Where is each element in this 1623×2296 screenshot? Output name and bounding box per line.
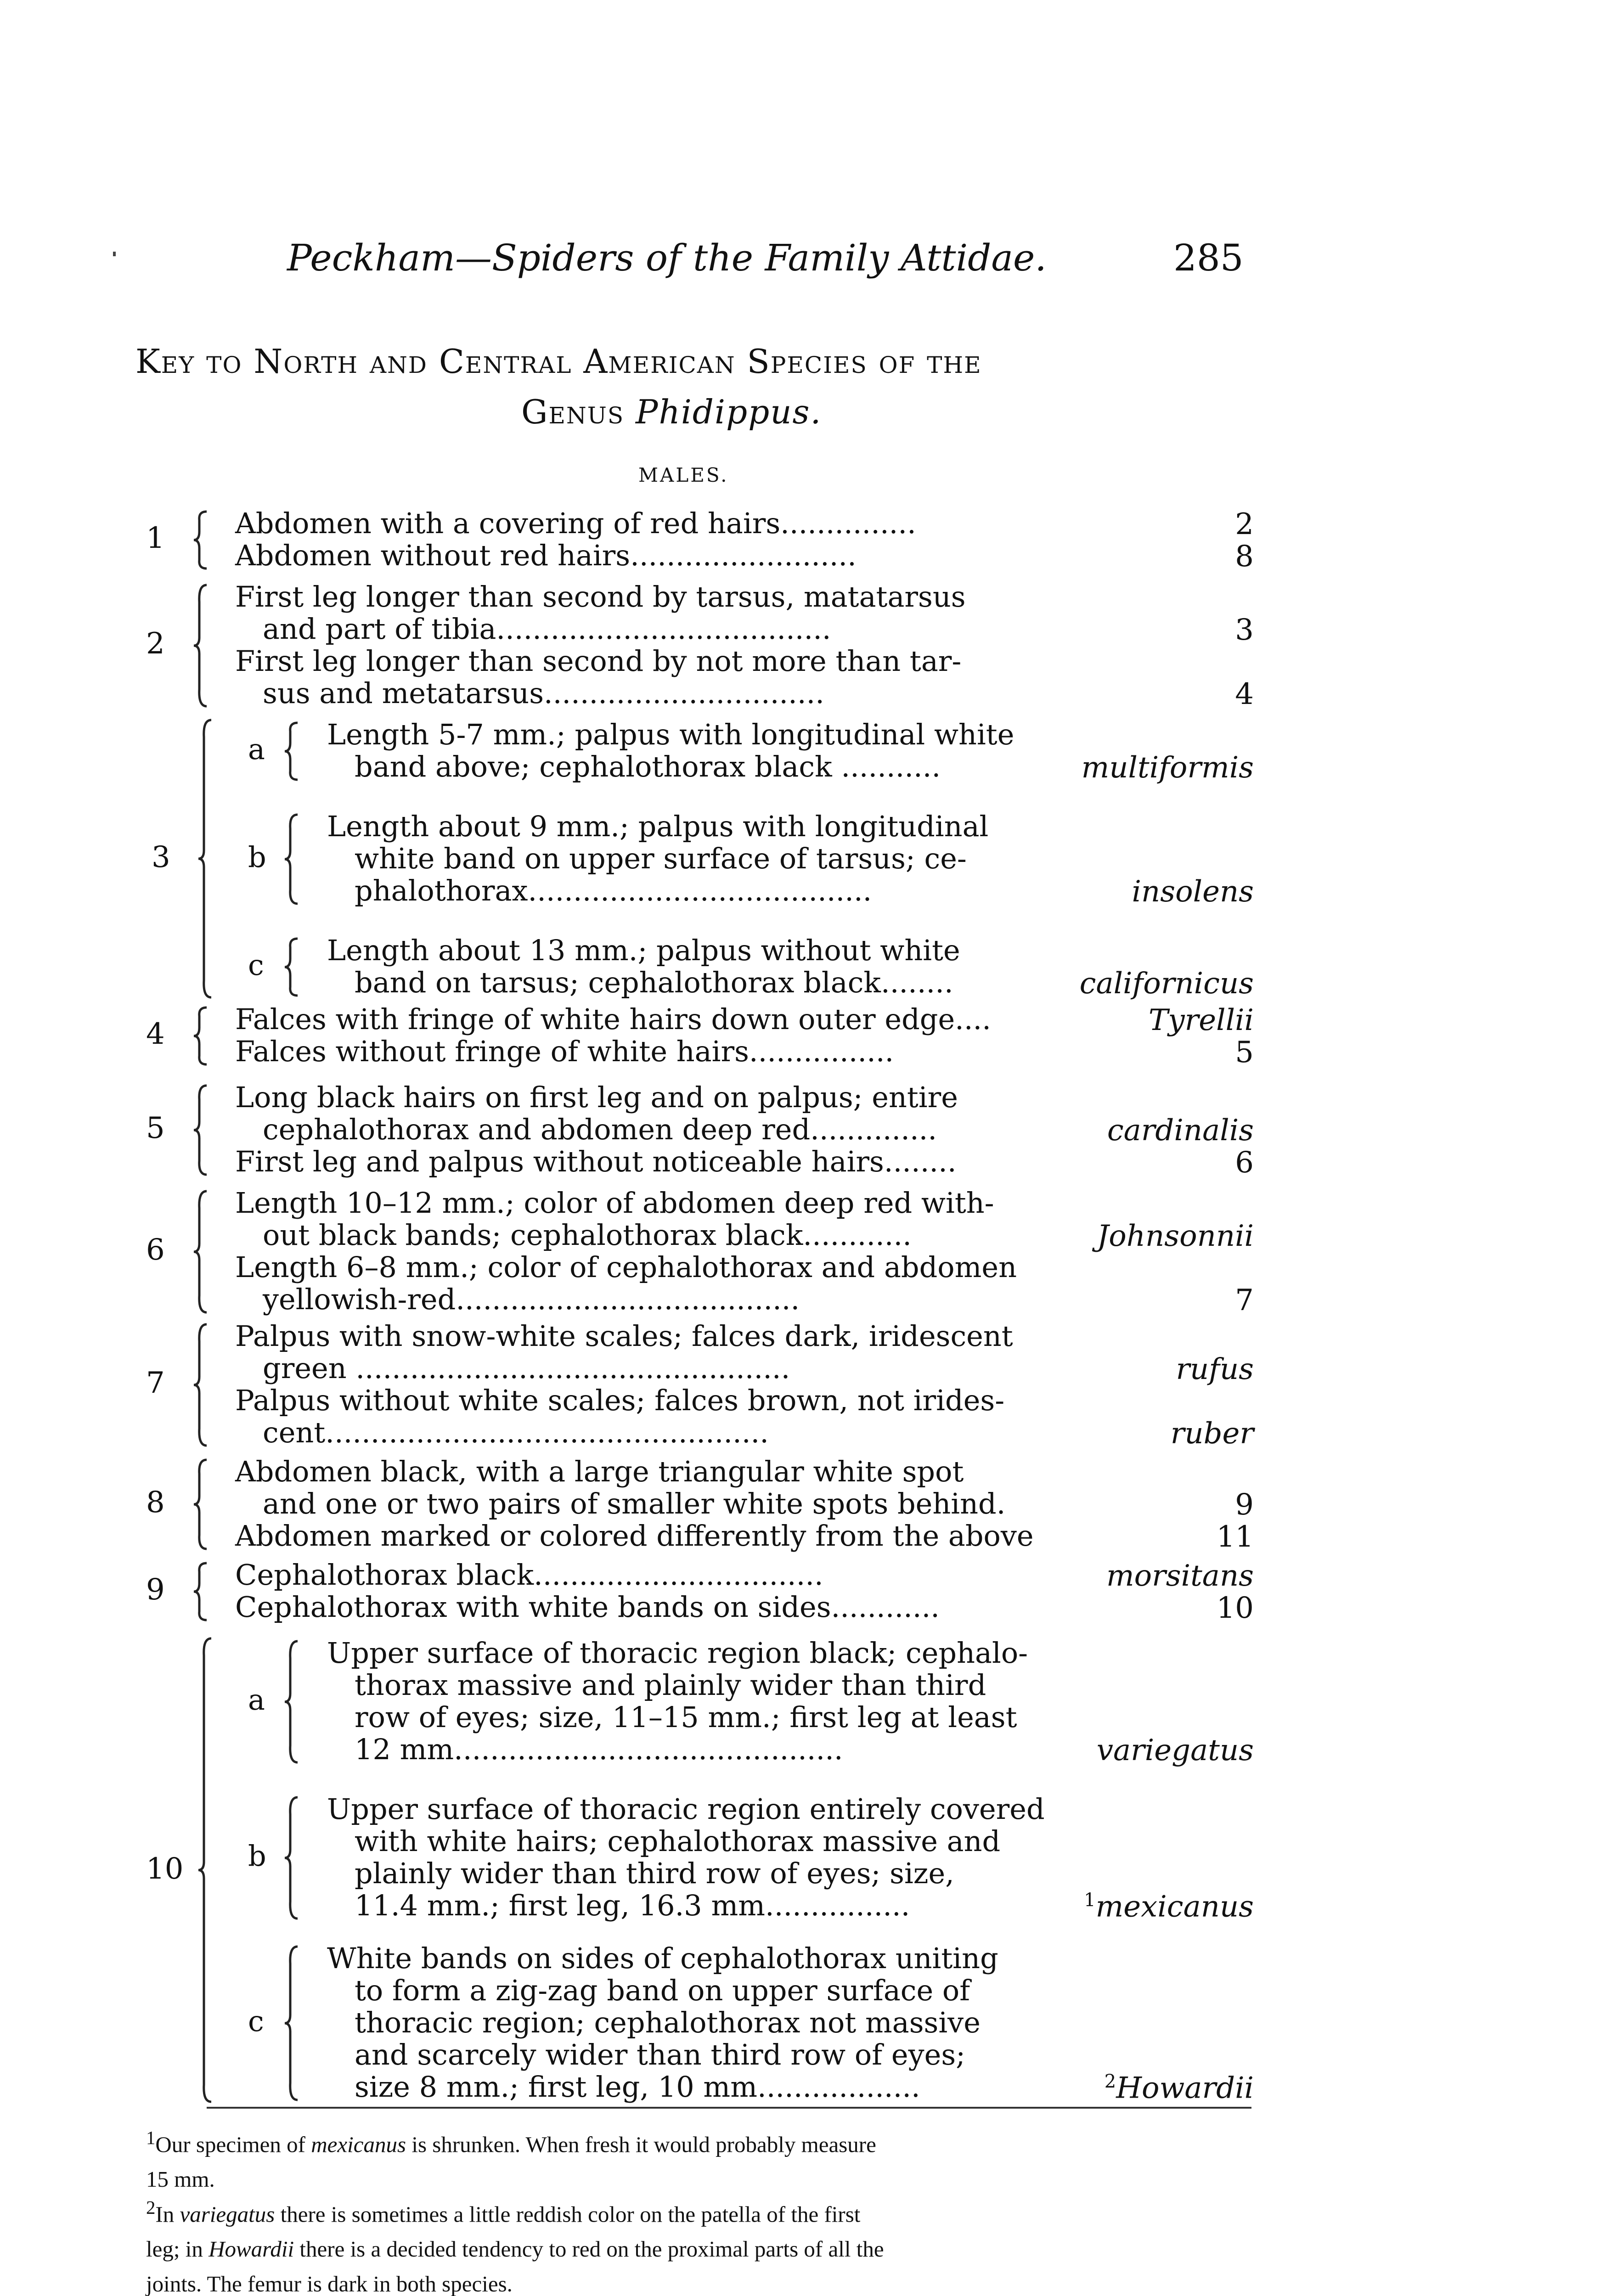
- couplet-5-number: 5: [146, 1111, 165, 1145]
- couplet-7-line: green ................................................: [263, 1351, 790, 1385]
- couplet-6-brace-path: [194, 1191, 207, 1312]
- species-name: Howardii: [1116, 2071, 1254, 2105]
- couplet-6-line: Length 6–8 mm.; color of cephalothorax and abdomen: [235, 1250, 1017, 1284]
- couplet-2-result: 3: [1235, 613, 1254, 647]
- couplet-10b-line: 11.4 mm.; first leg, 16.3 mm................: [355, 1889, 910, 1922]
- couplet-10c-line: size 8 mm.; first leg, 10 mm..................: [355, 2070, 920, 2104]
- couplet-3b-letter: b: [248, 840, 266, 874]
- couplet-10c-letter: c: [248, 2004, 264, 2038]
- couplet-1-brace-path: [194, 512, 207, 568]
- couplet-8-line: Abdomen marked or colored differently from the above: [235, 1519, 1034, 1553]
- key-title-line1: Key to North and Central American Species of the: [135, 342, 982, 381]
- couplet-2-brace-path: [194, 585, 207, 706]
- couplet-6-result: Johnsonnii: [1097, 1219, 1254, 1253]
- couplet-4-number: 4: [146, 1017, 165, 1051]
- couplet-8-brace: [193, 1458, 211, 1550]
- couplet-10-number: 10: [146, 1851, 184, 1886]
- couplet-3-brace: [197, 719, 216, 999]
- couplet-10a-line: 12 mm...........................................: [355, 1733, 843, 1766]
- couplet-4-brace: [193, 1006, 211, 1066]
- key-title-line2: [521, 393, 822, 431]
- speck-mark: [113, 252, 116, 256]
- couplet-7-line: Palpus without white scales; falces brown, not irides-: [235, 1384, 1005, 1417]
- footnote-ref: 1: [1084, 1890, 1096, 1911]
- couplet-3c-brace-path: [285, 939, 298, 996]
- couplet-7-result: rufus: [1176, 1352, 1254, 1386]
- couplet-7-brace: [193, 1323, 211, 1447]
- couplet-1-line: Abdomen with a covering of red hairs...............: [235, 506, 916, 540]
- couplet-4-result: Tyrellii: [1148, 1003, 1254, 1037]
- page-number: 285: [1173, 236, 1244, 279]
- couplet-3c-brace: [284, 937, 302, 997]
- couplet-4-line: Falces with fringe of white hairs down outer edge....: [235, 1002, 991, 1036]
- couplet-10b-result: [932, 1890, 1254, 1924]
- couplet-2-result: 4: [1235, 677, 1254, 711]
- footnote-1-line1: $^1$Our specimen of mexicanus is shrunken. When fresh it would probably measure: [146, 2127, 876, 2157]
- couplet-2-line: First leg longer than second by tarsus, matatarsus: [235, 580, 966, 613]
- couplet-5-brace: [193, 1084, 211, 1176]
- couplet-10c-line: and scarcely wider than third row of eyes;: [355, 2038, 966, 2071]
- couplet-3b-line: white band on upper surface of tarsus; ce-: [355, 842, 967, 875]
- species-name: variegatus: [1096, 1733, 1254, 1767]
- couplet-10a-brace-path: [285, 1641, 298, 1762]
- couplet-2-brace: [193, 584, 211, 708]
- couplet-9-line: Cephalothorax black................................: [235, 1558, 823, 1592]
- couplet-4-brace-path: [194, 1007, 207, 1064]
- couplet-7-line: cent.................................................: [263, 1416, 769, 1449]
- species-name: insolens: [1132, 875, 1254, 909]
- couplet-10a-line: Upper surface of thoracic region black; cephalo-: [327, 1636, 1028, 1670]
- key-title-genus: Genus: [521, 393, 625, 431]
- couplet-7-number: 7: [146, 1366, 165, 1400]
- couplet-1-result: 8: [1235, 540, 1254, 574]
- couplet-4-line: Falces without fringe of white hairs................: [235, 1035, 894, 1068]
- couplet-1-line: Abdomen without red hairs.........................: [235, 539, 857, 572]
- footnote-2-line2: leg; in Howardii there is a decided tendency to red on the proximal parts of all the: [146, 2236, 884, 2262]
- couplet-3a-result: [932, 751, 1254, 785]
- couplet-10b-brace-path: [285, 1797, 298, 1919]
- couplet-3c-result: [932, 967, 1254, 1001]
- couplet-8-line: and one or two pairs of smaller white spots behind.: [263, 1487, 1006, 1520]
- footnote-2-line1: $^2$In variegatus there is sometimes a little reddish color on the patella of the first: [146, 2197, 861, 2227]
- couplet-6-line: out black bands; cephalothorax black............: [263, 1218, 912, 1252]
- couplet-8-line: Abdomen black, with a large triangular white spot: [235, 1455, 964, 1488]
- footnote-species-variegatus: variegatus: [180, 2201, 275, 2227]
- couplet-8-brace-path: [194, 1460, 207, 1549]
- couplet-9-brace-path: [194, 1563, 207, 1620]
- footnote-1-line2: 15 mm.: [146, 2167, 215, 2192]
- footnote-1-mark: 1: [146, 2127, 156, 2148]
- couplet-3b-brace: [284, 813, 302, 905]
- couplet-10-brace: [197, 1637, 216, 2103]
- footnote-species-mexicanus: mexicanus: [311, 2132, 406, 2157]
- couplet-8-number: 8: [146, 1486, 165, 1519]
- couplet-5-line: First leg and palpus without noticeable hairs........: [235, 1145, 957, 1178]
- couplet-4-result: 5: [1235, 1035, 1254, 1069]
- couplet-2-line: sus and metatarsus...............................: [263, 676, 824, 710]
- couplet-2-line: First leg longer than second by not more than tar-: [235, 644, 962, 678]
- couplet-10b-line: Upper surface of thoracic region entirely covered: [327, 1792, 1045, 1826]
- couplet-5-result: cardinalis: [1107, 1114, 1254, 1148]
- couplet-2-number: 2: [146, 627, 165, 661]
- couplet-2-line: and part of tibia.....................................: [263, 612, 831, 646]
- species-name: californicus: [1079, 967, 1254, 1001]
- couplet-9-result: 10: [1216, 1591, 1254, 1625]
- couplet-6-number: 6: [146, 1233, 165, 1267]
- couplet-10c-brace-path: [285, 1947, 298, 2100]
- couplet-7-brace-path: [194, 1324, 207, 1446]
- couplet-5-line: Long black hairs on first leg and on palpus; entire: [235, 1080, 958, 1114]
- couplet-3a-brace-path: [285, 723, 298, 780]
- footnote-rule: [207, 2107, 1251, 2109]
- key-title-genus-name: Phidippus.: [636, 393, 822, 431]
- footnote-2-mark: 2: [146, 2197, 156, 2218]
- couplet-10b-letter: b: [248, 1839, 266, 1873]
- couplet-3b-result: [932, 875, 1254, 909]
- couplet-1-result: 2: [1235, 507, 1254, 541]
- couplet-8-result: 9: [1235, 1488, 1254, 1522]
- footnote-2: [146, 2190, 884, 2296]
- couplet-5-brace-path: [194, 1086, 207, 1175]
- couplet-3a-line: Length 5-7 mm.; palpus with longitudinal white: [327, 718, 1014, 751]
- couplet-10a-brace: [284, 1640, 302, 1764]
- couplet-10c-result: [932, 2071, 1254, 2105]
- species-name: mexicanus: [1095, 1890, 1254, 1924]
- couplet-10c-line: to form a zig-zag band on upper surface of: [355, 1974, 970, 2007]
- couplet-3c-line: band on tarsus; cephalothorax black........: [355, 966, 953, 999]
- couplet-6-brace: [193, 1190, 211, 1314]
- couplet-5-result: 6: [1235, 1146, 1254, 1180]
- couplet-10c-brace: [284, 1945, 302, 2101]
- couplet-9-brace: [193, 1562, 211, 1621]
- couplet-3-brace-path: [198, 720, 211, 997]
- couplet-3a-letter: a: [248, 732, 265, 766]
- couplet-10a-line: thorax massive and plainly wider than third: [355, 1668, 986, 1702]
- couplet-9-number: 9: [146, 1573, 165, 1607]
- couplet-9-line: Cephalothorax with white bands on sides............: [235, 1590, 940, 1624]
- couplet-6-line: yellowish-red......................................: [263, 1283, 800, 1316]
- couplet-7-line: Palpus with snow-white scales; falces dark, iridescent: [235, 1319, 1013, 1353]
- couplet-10a-letter: a: [248, 1683, 265, 1716]
- couplet-7-result: ruber: [1170, 1417, 1254, 1451]
- couplet-10a-result: [932, 1733, 1254, 1767]
- footnote-2-line3: joints. The femur is dark in both species.: [146, 2271, 513, 2296]
- couplet-10a-line: row of eyes; size, 11–15 mm.; first leg at least: [355, 1700, 1017, 1734]
- footnote-1: [146, 2121, 876, 2197]
- couplet-3b-line: Length about 9 mm.; palpus with longitudinal: [327, 810, 989, 843]
- couplet-6-line: Length 10–12 mm.; color of abdomen deep red with-: [235, 1186, 994, 1220]
- couplet-3b-line: phalothorax......................................: [355, 874, 872, 907]
- couplet-10b-line: with white hairs; cephalothorax massive and: [355, 1824, 1001, 1858]
- footnote-ref: 2: [1104, 2071, 1116, 2092]
- couplet-3c-line: Length about 13 mm.; palpus without white: [327, 934, 960, 967]
- species-name: multiformis: [1081, 751, 1254, 785]
- couplet-6-result: 7: [1235, 1283, 1254, 1317]
- couplet-10-brace-path: [198, 1638, 211, 2102]
- couplet-1-number: 1: [146, 521, 165, 555]
- couplet-1-brace: [193, 510, 211, 570]
- couplet-3-number: 3: [152, 840, 170, 874]
- footnote-species-howardii: Howardii: [209, 2236, 294, 2262]
- couplet-9-result: morsitans: [1106, 1559, 1254, 1593]
- couplet-10c-line: thoracic region; cephalothorax not massive: [355, 2006, 981, 2039]
- couplet-5-line: cephalothorax and abdomen deep red..............: [263, 1113, 937, 1146]
- couplet-3b-brace-path: [285, 815, 298, 904]
- couplet-3a-line: band above; cephalothorax black ...........: [355, 750, 941, 783]
- couplet-3c-letter: c: [248, 948, 264, 982]
- running-title: Peckham—Spiders of the Family Attidae.: [287, 236, 1047, 279]
- couplet-10b-brace: [284, 1796, 302, 1920]
- couplet-3a-brace: [284, 721, 302, 781]
- couplet-8-result: 11: [1216, 1520, 1254, 1554]
- couplet-10b-line: plainly wider than third row of eyes; size,: [355, 1857, 954, 1890]
- section-label: MALES.: [638, 464, 729, 486]
- couplet-10c-line: White bands on sides of cephalothorax uniting: [327, 1941, 998, 1975]
